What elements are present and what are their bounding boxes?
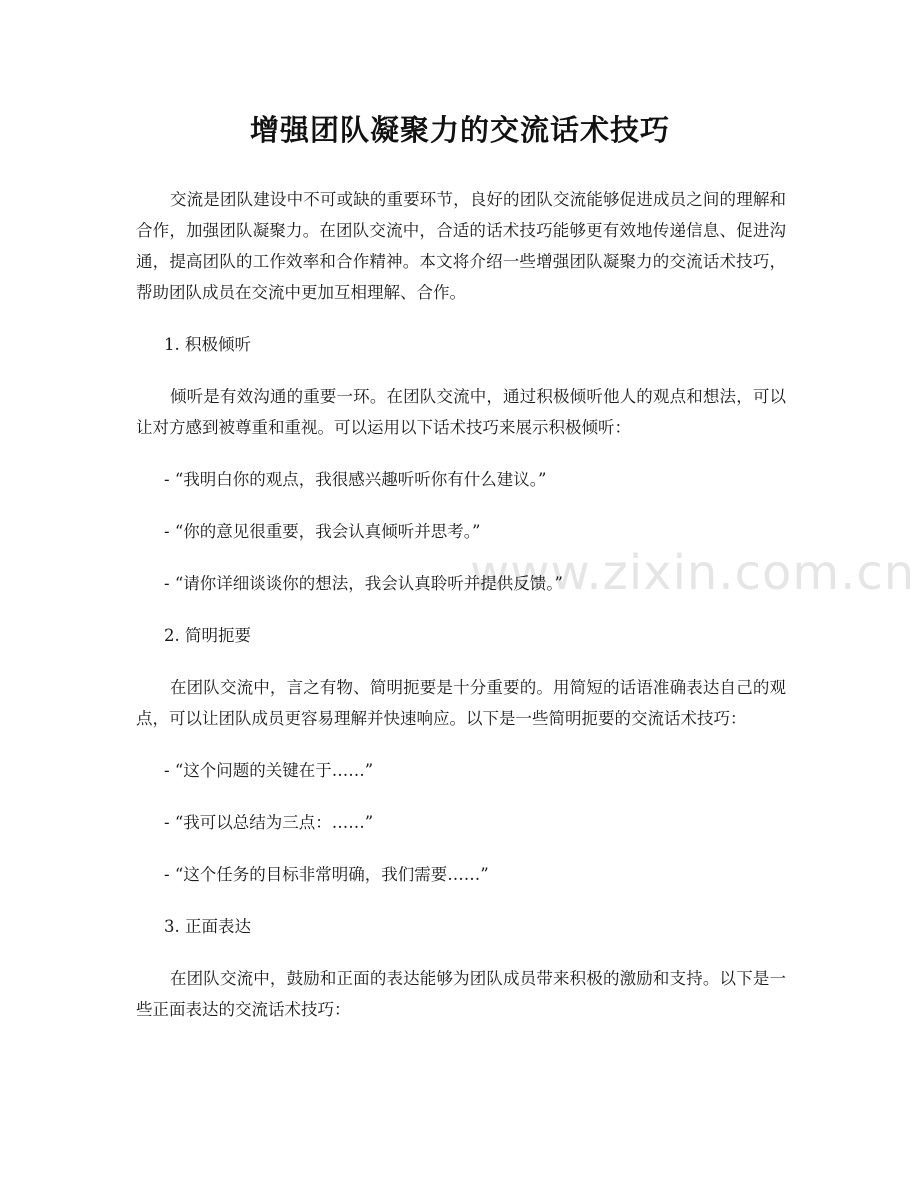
section-heading-2: 2. 简明扼要: [164, 626, 251, 645]
document-body: [136, 184, 786, 1046]
list-item: - “这个问题的关键在于……”: [164, 761, 374, 780]
section-heading-1: 1. 积极倾听: [164, 335, 251, 354]
list-item: - “你的意见很重要，我会认真倾听并思考。”: [164, 522, 481, 541]
watermark: www.zixin.com.cn: [470, 545, 916, 601]
list-item: - “这个任务的目标非常明确，我们需要……”: [164, 865, 489, 884]
list-item: - “我明白你的观点，我很感兴趣听听你有什么建议。”: [164, 470, 547, 489]
section-heading-3: 3. 正面表达: [164, 917, 251, 936]
list-item: - “请你详细谈谈你的想法，我会认真聆听并提供反馈。”: [164, 574, 563, 593]
section-3-paragraph: 在团队交流中，鼓励和正面的表达能够为团队成员带来积极的激励和支持。以下是一些正面表达的交流话术技巧：: [136, 969, 786, 1019]
intro-paragraph: 交流是团队建设中不可或缺的重要环节，良好的团队交流能够促进成员之间的理解和合作，加强团队凝聚力。在团队交流中，合适的话术技巧能够更有效地传递信息、促进沟通，提高团队的工作效率和合作精神。本文将介绍一些增强团队凝聚力的交流话术技巧，帮助团队成员在交流中更加互相理解、合作。: [136, 190, 786, 302]
list-item: - “我可以总结为三点：……”: [164, 813, 374, 832]
document-title: 增强团队凝聚力的交流话术技巧: [249, 113, 670, 147]
section-2-paragraph: 在团队交流中，言之有物、简明扼要是十分重要的。用简短的话语准确表达自己的观点，可以让团队成员更容易理解并快速响应。以下是一些简明扼要的交流话术技巧：: [136, 678, 786, 728]
section-1-paragraph: 倾听是有效沟通的重要一环。在团队交流中，通过积极倾听他人的观点和想法，可以让对方感到被尊重和重视。可以运用以下话术技巧来展示积极倾听：: [136, 387, 786, 437]
